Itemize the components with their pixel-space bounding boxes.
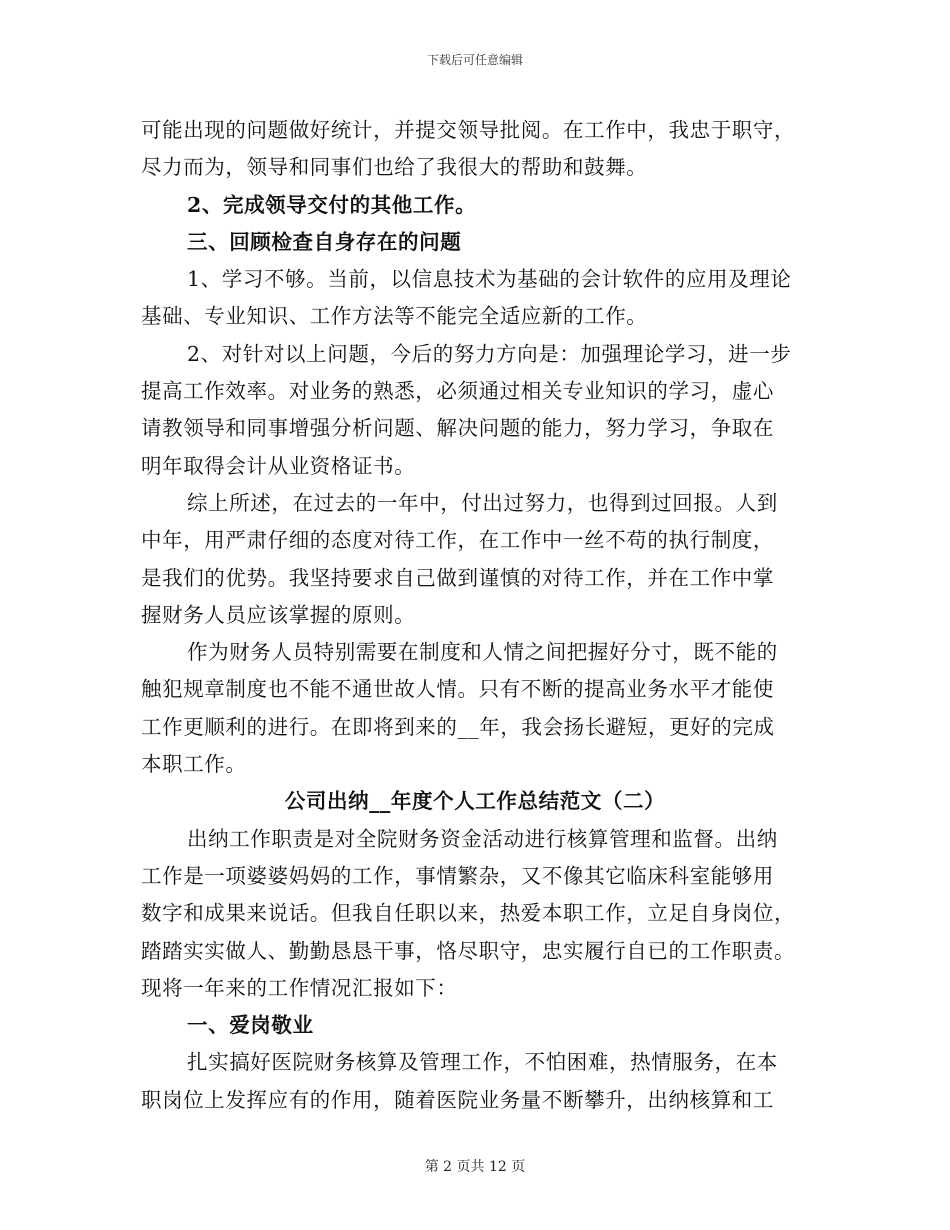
page-header: 下载后可任意编辑 [426, 53, 523, 67]
section-heading: 2、完成领导交付的其他工作。 [187, 192, 477, 217]
text-line: 工作更顺利的进行。在即将到来的__年，我会扬长避短，更好的完成 [141, 714, 775, 739]
text-line: 明年取得会计从业资格证书。 [141, 453, 416, 478]
section-heading: 一、爱岗敬业 [187, 1013, 314, 1038]
text-line: 提高工作效率。对业务的熟悉，必须通过相关专业知识的学习，虚心 [141, 379, 774, 404]
text-line: 综上所述，在过去的一年中，付出过努力，也得到过回报。人到 [187, 490, 778, 515]
text-line: 基础、专业知识、工作方法等不能完全适应新的工作。 [141, 304, 648, 329]
text-line: 数字和成果来说话。但我自任职以来，热爱本职工作，立足自身岗位， [141, 901, 796, 926]
text-line: 扎实搞好医院财务核算及管理工作，不怕困难，热情服务，在本 [187, 1050, 778, 1075]
text-line: 1、学习不够。当前，以信息技术为基础的会计软件的应用及理论 [187, 267, 792, 292]
document-body [141, 112, 809, 1119]
text-line: 中年，用严肃仔细的态度对待工作，在工作中一丝不苟的执行制度， [141, 528, 774, 553]
text-line: 作为财务人员特别需要在制度和人情之间把握好分寸，既不能的 [187, 640, 778, 665]
text-line: 是我们的优势。我坚持要求自己做到谨慎的对待工作，并在工作中掌 [141, 565, 774, 590]
text-line: 职岗位上发挥应有的作用，随着医院业务量不断攀升，出纳核算和工 [141, 1087, 774, 1112]
section-title: 公司出纳__年度个人工作总结范文（二） [284, 789, 666, 814]
section-heading: 三、回顾检查自身存在的问题 [187, 229, 462, 254]
text-line: 尽力而为，领导和同事们也给了我很大的帮助和鼓舞。 [141, 155, 648, 180]
text-line: 现将一年来的工作情况汇报如下： [141, 975, 458, 1000]
page-footer: 第 2 页共 12 页 [424, 1159, 526, 1175]
text-line: 踏踏实实做人、勤勤恳恳干事，恪尽职守，忠实履行自已的工作职责。 [141, 938, 796, 963]
text-line: 握财务人员应该掌握的原则。 [141, 602, 416, 627]
text-line: 2、对针对以上问题，今后的努力方向是：加强理论学习，进一步 [187, 341, 792, 366]
text-line: 工作是一项婆婆妈妈的工作，事情繁杂，又不像其它临床科室能够用 [141, 863, 774, 888]
text-line: 出纳工作职责是对全院财务资金活动进行核算管理和监督。出纳 [187, 826, 778, 851]
text-line: 请教领导和同事增强分析问题、解决问题的能力，努力学习，争取在 [141, 416, 774, 441]
text-line: 本职工作。 [141, 752, 247, 777]
text-line: 可能出现的问题做好统计，并提交领导批阅。在工作中，我忠于职守， [141, 118, 796, 142]
text-line: 触犯规章制度也不能不通世故人情。只有不断的提高业务水平才能使 [141, 677, 774, 702]
